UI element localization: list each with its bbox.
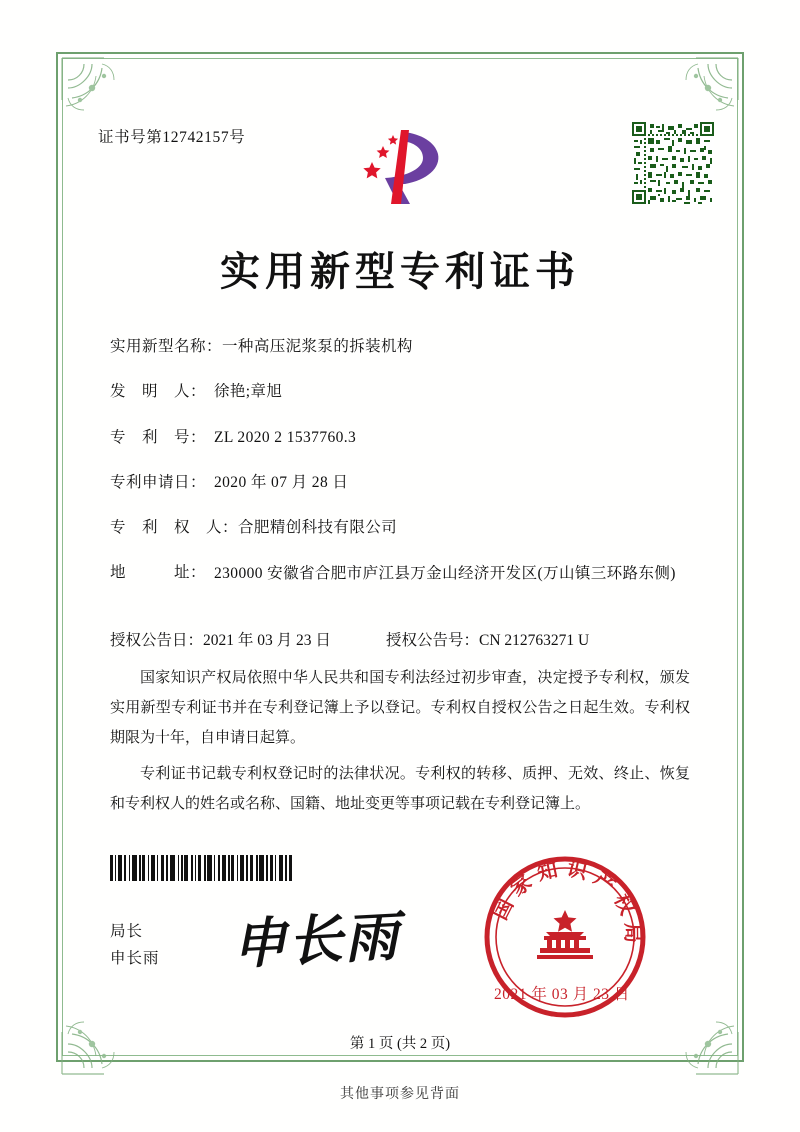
field-label: 专 利 权 人： bbox=[110, 519, 239, 536]
patent-office-logo-icon bbox=[355, 118, 451, 214]
grant-number-value: CN 212763271 U bbox=[479, 632, 590, 649]
page-title: 实用新型专利证书 bbox=[220, 248, 580, 295]
field-value: 徐艳;章旭 bbox=[214, 383, 283, 401]
legal-body-text bbox=[110, 662, 690, 824]
field-label: 专利申请日： bbox=[110, 473, 207, 491]
footer-note: 其他事项参见背面 bbox=[340, 1087, 460, 1102]
certificate-number: 证书号第12742157号 bbox=[98, 129, 246, 146]
field-list bbox=[110, 335, 690, 609]
grant-number-label: 授权公告号： bbox=[386, 632, 480, 649]
signature-labels bbox=[110, 918, 160, 972]
seal-date: 2021 年 03 月 23 日 bbox=[494, 986, 630, 1003]
field-address bbox=[110, 561, 690, 587]
field-patent-number bbox=[110, 426, 690, 449]
field-value: ZL 2020 2 1537760.3 bbox=[214, 428, 357, 446]
director-name-label: 申长雨 bbox=[110, 950, 160, 968]
grant-date bbox=[110, 628, 386, 650]
field-value: 2020 年 07 月 28 日 bbox=[214, 473, 349, 491]
field-label: 实用新型名称： bbox=[110, 338, 223, 355]
field-patentee bbox=[110, 516, 690, 539]
qr-code-icon bbox=[632, 122, 714, 204]
field-label: 地 址： bbox=[110, 564, 207, 582]
paragraph-2: 专利证书记载专利权登记时的法律状况。专利权的转移、质押、无效、终止、恢复和专利权人的姓名或名称、国籍、地址变更等事项记载在专利登记簿上。 bbox=[110, 764, 690, 812]
field-inventor bbox=[110, 380, 690, 403]
grant-date-value: 2021 年 03 月 23 日 bbox=[203, 632, 331, 649]
field-application-date bbox=[110, 471, 690, 494]
grant-date-label: 授权公告日： bbox=[110, 632, 204, 649]
grant-announcement-row bbox=[110, 628, 710, 650]
field-utility-model-name bbox=[110, 335, 690, 358]
field-value: 合肥精创科技有限公司 bbox=[238, 519, 398, 536]
paragraph-1: 国家知识产权局依照中华人民共和国专利法经过初步审查，决定授予专利权，颁发实用新型专利证书并在专利登记簿上予以登记。专利权自授权公告之日起生效。专利权期限为十年，自申请日起算。 bbox=[110, 668, 690, 746]
field-value: 一种高压泥浆泵的拆装机构 bbox=[222, 338, 413, 355]
director-title-label: 局长 bbox=[110, 923, 144, 940]
grant-number bbox=[386, 628, 710, 650]
handwritten-signature: 申长雨 bbox=[230, 903, 402, 977]
page-number: 第 1 页 (共 2 页) bbox=[349, 1036, 451, 1052]
field-label: 专 利 号： bbox=[110, 428, 207, 446]
field-label: 发 明 人： bbox=[110, 383, 207, 401]
svg-text:国家知识产权局: 国家知识产权局 bbox=[489, 857, 644, 951]
barcode-icon bbox=[110, 855, 315, 881]
field-value: 230000 安徽省合肥市庐江县万金山经济开发区(万山镇三环路东侧) bbox=[214, 565, 676, 583]
